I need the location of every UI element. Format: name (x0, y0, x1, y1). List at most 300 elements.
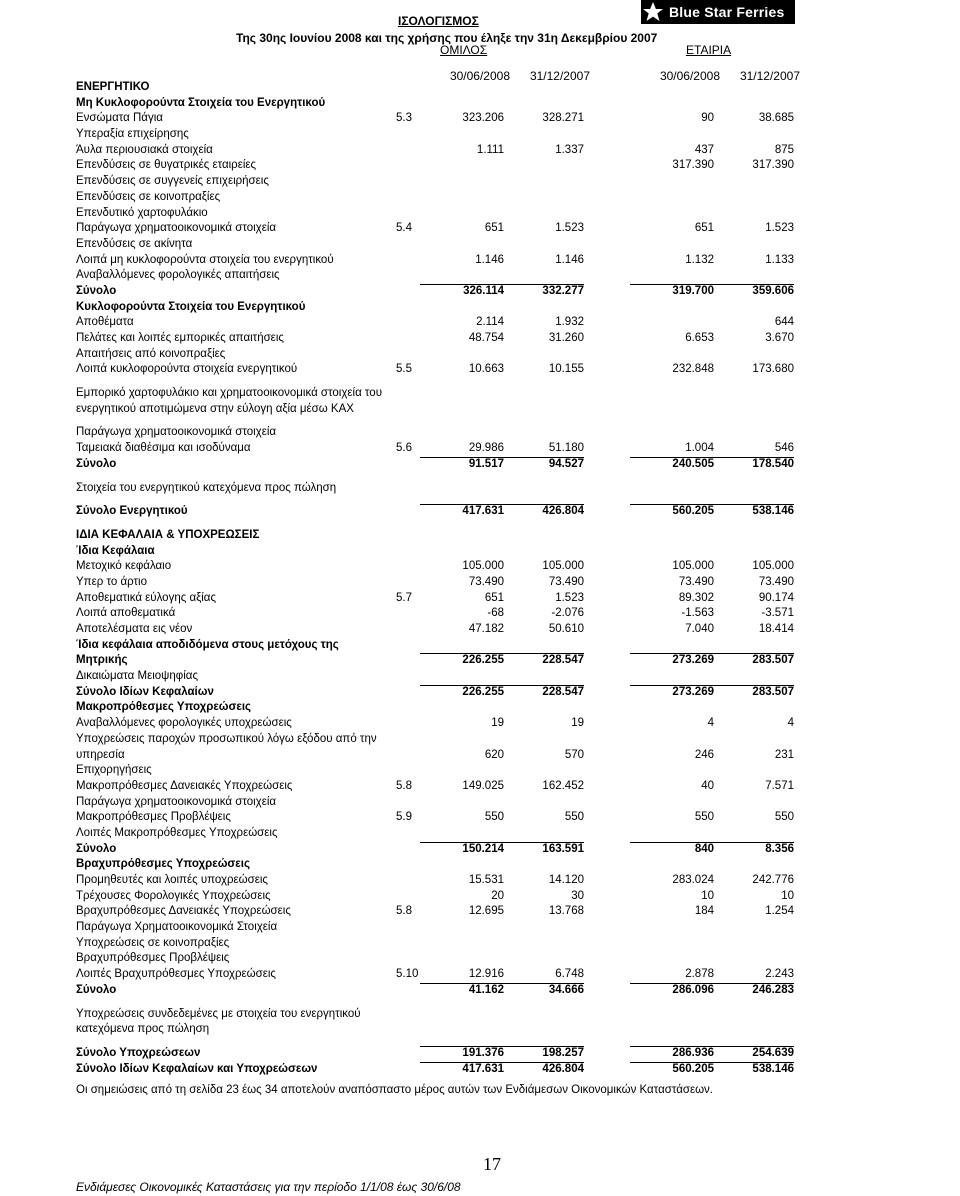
total-rule (420, 983, 504, 984)
row-value: 150.214 (462, 842, 504, 855)
table-row (76, 575, 806, 591)
row-value: 15.531 (468, 874, 504, 886)
row-spacer (76, 999, 806, 1007)
table-row (76, 889, 806, 905)
balance-sheet-table (76, 80, 806, 1077)
row-label: Μακροπρόθεσμες Δανειακές Υποχρεώσεις (76, 779, 293, 792)
row-value: 550 (694, 811, 714, 824)
row-label: Μετοχικό κεφάλαιο (76, 560, 172, 573)
row-value: 105.000 (672, 560, 714, 573)
row-value: 550 (564, 811, 584, 824)
table-row (76, 904, 806, 920)
table-row (76, 111, 806, 127)
row-label: Σύνολο (76, 457, 117, 470)
total-rule (630, 653, 714, 654)
row-value: 163.591 (542, 842, 584, 855)
row-value: 538.146 (752, 1062, 794, 1075)
table-row (76, 1022, 806, 1038)
row-label: Κυκλοφορούντα Στοιχεία του Ενεργητικού (76, 300, 306, 313)
row-value: 240.505 (672, 457, 714, 470)
row-label: Παράγωγα χρηματοοικονομικά στοιχεία (76, 222, 277, 235)
row-value: 651 (484, 591, 504, 604)
row-value: 4 (707, 717, 714, 730)
table-row (76, 622, 806, 638)
table-row (76, 143, 806, 159)
row-value: 29.986 (468, 442, 504, 455)
row-label: Υποχρεώσεις συνδεδεμένες με στοιχεία του ενεργητικού (76, 1007, 361, 1020)
table-row (76, 638, 806, 654)
table-row (76, 763, 806, 779)
table-row (76, 127, 806, 143)
row-value: 1.932 (555, 316, 584, 329)
table-row (76, 716, 806, 732)
table-row (76, 331, 806, 347)
row-label: κατεχόμενα προς πώληση (76, 1023, 210, 1036)
row-value: 184 (694, 905, 714, 918)
table-row (76, 206, 806, 222)
row-value: 41.162 (468, 983, 504, 996)
row-value: 644 (774, 316, 794, 329)
row-label: Δικαιώματα Μειοψηφίας (76, 670, 198, 683)
total-rule (500, 1062, 584, 1063)
table-row (76, 284, 806, 300)
row-value: 105.000 (542, 560, 584, 573)
total-rule (710, 983, 794, 984)
row-value: 13.768 (548, 905, 584, 918)
page-title: ΙΣΟΛΟΓΙΣΜΟΣ (398, 14, 479, 28)
row-value: 105.000 (752, 560, 794, 573)
table-row (76, 983, 806, 999)
row-label: Λοιπά αποθεματικά (76, 607, 176, 620)
table-row (76, 347, 806, 363)
row-value: 226.255 (462, 654, 504, 667)
total-rule (630, 1062, 714, 1063)
row-value: 246.283 (752, 983, 794, 996)
total-rule (710, 653, 794, 654)
row-value: 1.111 (476, 143, 504, 156)
row-label: Αναβαλλόμενες φορολογικές υποχρεώσεις (76, 717, 292, 730)
table-row (76, 920, 806, 936)
table-row (76, 842, 806, 858)
page-subtitle: Της 30ης Ιουνίου 2008 και της χρήσης που έληξε την 31η Δεκεμβρίου 2007 (236, 31, 658, 45)
row-value: 2.878 (685, 968, 714, 981)
row-label: Αναβαλλόμενες φορολογικές απαιτήσεις (76, 269, 280, 282)
table-row (76, 237, 806, 253)
row-value: 8.356 (765, 842, 794, 855)
row-note: 5.10 (396, 968, 419, 981)
row-label: Άυλα περιουσιακά στοιχεία (76, 143, 213, 156)
row-label: Σύνολο (76, 842, 117, 855)
row-label: Επενδύσεις σε ακίνητα (76, 237, 193, 250)
total-rule (710, 457, 794, 458)
table-row (76, 591, 806, 607)
row-value: 620 (484, 748, 504, 761)
row-label: Αποτελέσματα εις νέον (76, 623, 193, 635)
table-row (76, 386, 806, 402)
row-value: 10.155 (548, 363, 584, 376)
row-value: 20 (491, 889, 504, 902)
row-note: 5.3 (396, 112, 412, 125)
row-value: 40 (701, 779, 714, 792)
row-value: 232.848 (672, 363, 714, 376)
row-value: 326.114 (463, 284, 504, 297)
row-label: Επιχορηγήσεις (76, 764, 152, 777)
row-value: 538.146 (752, 505, 794, 518)
row-value: 73.490 (758, 575, 794, 588)
row-label: ΙΔΙΑ ΚΕΦΑΛΑΙΑ & ΥΠΟΧΡΕΩΣΕΙΣ (76, 528, 260, 541)
logo-text: Blue Star Ferries (669, 4, 785, 20)
table-row (76, 457, 806, 473)
row-value: 89.302 (678, 591, 714, 604)
row-label: Μακροπρόθεσμες Υποχρεώσεις (76, 701, 251, 714)
table-row (76, 967, 806, 983)
row-label: Υπεραξία επιχείρησης (76, 128, 189, 141)
total-rule (500, 284, 584, 285)
row-label: ενεργητικού αποτιμώμενα στην εύλογη αξία μέσω ΚΑΧ (76, 402, 354, 415)
row-value: 2.114 (476, 316, 504, 329)
table-row (76, 779, 806, 795)
row-value: 283.507 (752, 654, 794, 667)
row-value: 1.004 (685, 442, 714, 455)
row-value: 546 (774, 442, 794, 455)
row-value: -68 (487, 607, 504, 620)
row-label: Μητρικής (76, 654, 128, 667)
total-rule (500, 504, 584, 505)
table-row (76, 190, 806, 206)
column-header: 30/06/2008 (449, 69, 510, 83)
row-label: Σύνολο (76, 983, 117, 996)
row-label: Λοιπά μη κυκλοφορούντα στοιχεία του ενεργητικού (76, 253, 334, 266)
table-row (76, 268, 806, 284)
row-label: Ίδια κεφάλαια αποδιδόμενα στους μετόχους της (76, 638, 339, 651)
total-rule (710, 842, 794, 843)
row-label: Λοιπές Βραχυπρόθεσμες Υποχρεώσεις (76, 968, 276, 981)
row-label: Εμπορικό χαρτοφυλάκιο και χρηματοοικονομικά στοιχεία του (76, 387, 382, 400)
table-row (76, 174, 806, 190)
table-row (76, 441, 806, 457)
row-value: 317.390 (672, 159, 714, 172)
row-value: 332.277 (542, 284, 584, 297)
total-rule (710, 504, 794, 505)
row-value: 570 (564, 748, 584, 761)
table-row (76, 559, 806, 575)
row-value: 426.804 (542, 1062, 584, 1075)
table-row (76, 669, 806, 685)
row-label: Παράγωγα χρηματοοικονομικά στοιχεία (76, 426, 277, 439)
row-value: 1.146 (555, 253, 584, 266)
row-value: 319.700 (672, 284, 714, 297)
row-label: Ενσώματα Πάγια (76, 112, 163, 125)
row-value: 286.936 (672, 1046, 714, 1059)
table-row (76, 402, 806, 418)
row-label: Υποχρεώσεις σε κοινοπραξίες (76, 936, 230, 949)
row-value: 31.260 (548, 332, 584, 344)
row-value: 1.146 (475, 253, 504, 266)
row-label: Σύνολο Ιδίων Κεφαλαίων και Υποχρεώσεων (76, 1062, 318, 1075)
table-row (76, 300, 806, 316)
row-value: 242.776 (752, 874, 794, 886)
row-label: Αποθέματα (76, 316, 134, 329)
group-heading: ΟΜΙΛΟΣ (440, 43, 488, 57)
row-label: Βραχυπρόθεσμες Προβλέψεις (76, 952, 230, 965)
row-label: Στοιχεία του ενεργητικού κατεχόμενα προς πώληση (76, 481, 337, 494)
table-row (76, 528, 806, 544)
row-label: Παράγωγα Χρηματοοικονομικά Στοιχεία (76, 921, 278, 934)
row-value: 12.695 (468, 905, 504, 918)
row-note: 5.8 (396, 905, 412, 918)
row-value: 173.680 (752, 363, 794, 376)
row-label: Σύνολο (76, 284, 117, 297)
table-row (76, 221, 806, 237)
table-row (76, 96, 806, 112)
row-value: -1.563 (681, 607, 714, 620)
row-label: Ίδια Κεφάλαια (76, 544, 155, 557)
row-value: 875 (774, 143, 794, 156)
row-label: Τρέχουσες Φορολογικές Υποχρεώσεις (76, 889, 271, 902)
total-rule (630, 685, 714, 686)
row-value: 91.517 (468, 457, 504, 470)
row-value: 550 (484, 811, 504, 824)
row-value: 1.133 (765, 253, 794, 266)
row-value: 417.631 (462, 1062, 504, 1075)
table-row (76, 1046, 806, 1062)
table-row (76, 748, 806, 764)
row-value: 840 (694, 842, 714, 855)
row-value: 6.653 (685, 332, 714, 344)
row-value: 18.414 (758, 623, 794, 635)
row-label: Βραχυπρόθεσμες Υποχρεώσεις (76, 858, 250, 871)
row-value: 73.490 (548, 575, 584, 588)
row-label: Απαιτήσεις από κοινοπραξίες (76, 347, 226, 360)
total-rule (420, 284, 504, 285)
row-value: 6.748 (555, 968, 584, 981)
star-icon (641, 0, 665, 24)
table-row (76, 826, 806, 842)
table-row (76, 158, 806, 174)
row-value: -2.076 (551, 607, 584, 620)
total-rule (500, 653, 584, 654)
row-value: 226.255 (462, 685, 504, 698)
row-value: 14.120 (548, 874, 584, 886)
total-rule (420, 1046, 504, 1047)
row-label: Λοιπές Μακροπρόθεσμες Υποχρεώσεις (76, 826, 278, 839)
row-label: Επενδύσεις σε θυγατρικές εταιρείες (76, 159, 257, 172)
total-rule (630, 1046, 714, 1047)
row-note: 5.4 (396, 222, 412, 235)
row-value: 162.452 (542, 779, 584, 792)
row-value: 323.206 (462, 112, 504, 125)
row-value: 10 (781, 889, 794, 902)
table-row (76, 253, 806, 269)
row-value: 10.663 (468, 363, 504, 376)
row-spacer (76, 1038, 806, 1046)
row-label: Παράγωγα χρηματοοικονομικά στοιχεία (76, 795, 277, 808)
row-value: 19 (571, 717, 584, 730)
row-value: 283.024 (672, 874, 714, 886)
row-label: Ταμειακά διαθέσιμα και ισοδύναμα (76, 442, 251, 455)
row-value: 231 (774, 748, 794, 761)
total-rule (710, 685, 794, 686)
total-rule (710, 1046, 794, 1047)
table-row (76, 606, 806, 622)
row-label: Υποχρεώσεις παροχών προσωπικού λόγω εξόδου από την (76, 732, 377, 745)
row-value: 417.631 (462, 505, 504, 518)
row-value: 7.040 (685, 623, 714, 635)
page-footer: Ενδιάμεσες Οικονομικές Καταστάσεις για την περίοδο 1/1/08 έως 30/6/08 (76, 1180, 461, 1194)
row-value: 198.257 (542, 1046, 584, 1059)
table-row (76, 810, 806, 826)
table-row (76, 544, 806, 560)
table-row (76, 315, 806, 331)
company-heading: ΕΤΑΙΡΙΑ (686, 43, 732, 57)
row-label: Προμηθευτές και λοιπές υποχρεώσεις (76, 874, 268, 886)
table-row (76, 1062, 806, 1078)
row-value: 7.571 (765, 779, 794, 792)
row-value: 1.523 (765, 222, 794, 235)
row-value: 12.916 (468, 968, 504, 981)
row-spacer (76, 417, 806, 425)
row-label: Μακροπρόθεσμες Προβλέψεις (76, 811, 231, 824)
column-header: 31/12/2007 (529, 69, 590, 83)
table-row (76, 504, 806, 520)
total-rule (500, 685, 584, 686)
row-value: 4 (787, 717, 794, 730)
row-value: 560.205 (672, 1062, 714, 1075)
row-spacer (76, 473, 806, 481)
total-rule (420, 685, 504, 686)
total-rule (630, 983, 714, 984)
row-spacer (76, 520, 806, 528)
row-value: 178.540 (752, 457, 794, 470)
row-label: Σύνολο Υποχρεώσεων (76, 1046, 201, 1059)
table-row (76, 700, 806, 716)
total-rule (420, 653, 504, 654)
total-rule (710, 1062, 794, 1063)
row-value: 1.523 (555, 591, 584, 604)
row-value: 651 (484, 222, 504, 235)
row-value: 359.606 (752, 284, 794, 297)
total-rule (420, 504, 504, 505)
row-label: Λοιπά κυκλοφορούντα στοιχεία ενεργητικού (76, 363, 298, 376)
row-value: 560.205 (672, 505, 714, 518)
row-value: 30 (571, 889, 584, 902)
row-label: Σύνολο Ενεργητικού (76, 505, 188, 518)
table-row (76, 425, 806, 441)
row-note: 5.9 (396, 811, 412, 824)
table-row (76, 857, 806, 873)
row-label: Πελάτες και λοιπές εμπορικές απαιτήσεις (76, 332, 284, 344)
table-row (76, 732, 806, 748)
table-row (76, 481, 806, 497)
row-label: Υπερ το άρτιο (76, 575, 147, 588)
table-row (76, 685, 806, 701)
total-rule (500, 842, 584, 843)
row-label: Σύνολο Ιδίων Κεφαλαίων (76, 685, 214, 698)
row-label: Μη Κυκλοφορούντα Στοιχεία του Ενεργητικού (76, 96, 326, 109)
row-value: 50.610 (548, 623, 584, 635)
row-value: 94.527 (548, 457, 584, 470)
table-row (76, 873, 806, 889)
total-rule (630, 284, 714, 285)
row-spacer (76, 496, 806, 504)
table-row (76, 653, 806, 669)
row-value: 1.337 (555, 143, 584, 156)
row-value: 3.670 (765, 332, 794, 344)
table-row (76, 936, 806, 952)
row-value: -3.571 (761, 607, 794, 620)
row-label: Αποθεματικά εύλογης αξίας (76, 591, 216, 604)
total-rule (420, 457, 504, 458)
total-rule (420, 1062, 504, 1063)
row-value: 651 (694, 222, 714, 235)
row-value: 90 (701, 112, 714, 125)
row-value: 191.376 (462, 1046, 504, 1059)
total-rule (630, 842, 714, 843)
row-value: 105.000 (462, 560, 504, 573)
row-value: 273.269 (672, 685, 714, 698)
row-value: 10 (701, 889, 714, 902)
total-rule (630, 457, 714, 458)
row-label: Επενδύσεις σε κοινοπραξίες (76, 190, 221, 203)
row-note: 5.5 (396, 363, 412, 376)
row-value: 2.243 (765, 968, 794, 981)
row-value: 246 (694, 748, 714, 761)
row-value: 286.096 (672, 983, 714, 996)
table-row (76, 80, 806, 96)
table-row (76, 951, 806, 967)
column-header: 31/12/2007 (739, 69, 800, 83)
row-value: 1.523 (555, 222, 584, 235)
row-value: 550 (774, 811, 794, 824)
total-rule (500, 983, 584, 984)
row-value: 34.666 (548, 983, 584, 996)
row-value: 283.507 (752, 685, 794, 698)
row-value: 328.271 (542, 112, 584, 125)
total-rule (630, 504, 714, 505)
row-value: 426.804 (542, 505, 584, 518)
row-value: 437 (694, 143, 714, 156)
total-rule (420, 842, 504, 843)
row-value: 51.180 (548, 442, 584, 455)
footnote: Οι σημειώσεις από τη σελίδα 23 έως 34 αποτελούν αναπόσπαστο μέρος αυτών των Ενδιάμεσων Οικονομικών Καταστάσεων. (76, 1084, 713, 1096)
company-logo (641, 0, 795, 24)
row-value: 73.490 (468, 575, 504, 588)
table-row (76, 795, 806, 811)
row-note: 5.7 (396, 591, 412, 604)
row-label: ΕΝΕΡΓΗΤΙΚΟ (76, 81, 150, 93)
row-label: Επενδυτικό χαρτοφυλάκιο (76, 206, 208, 219)
row-spacer (76, 378, 806, 386)
row-value: 317.390 (752, 159, 794, 172)
row-value: 90.174 (758, 591, 794, 604)
row-value: 19 (491, 717, 504, 730)
row-note: 5.8 (396, 779, 412, 792)
total-rule (500, 1046, 584, 1047)
table-row (76, 1007, 806, 1023)
row-value: 254.639 (752, 1046, 794, 1059)
row-note: 5.6 (396, 442, 412, 455)
total-rule (500, 457, 584, 458)
column-header: 30/06/2008 (659, 69, 720, 83)
row-value: 149.025 (462, 779, 504, 792)
row-label: Επενδύσεις σε συγγενείς επιχειρήσεις (76, 175, 269, 188)
row-value: 228.547 (542, 685, 584, 698)
row-value: 47.182 (468, 623, 504, 635)
row-value: 228.547 (542, 654, 584, 667)
table-row (76, 362, 806, 378)
total-rule (710, 284, 794, 285)
row-value: 48.754 (468, 332, 504, 344)
